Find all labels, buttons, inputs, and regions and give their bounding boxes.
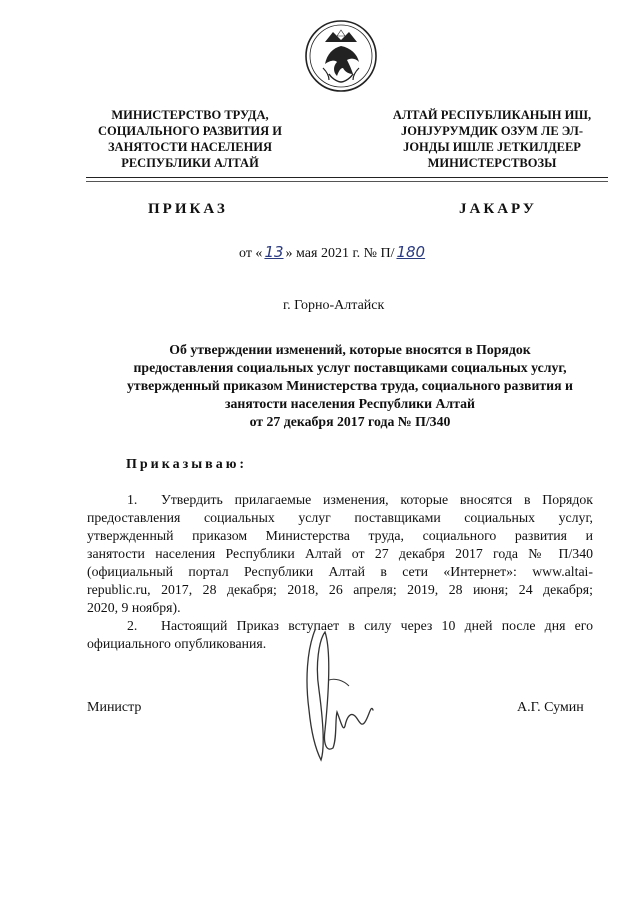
- header-right-line: МИНИСТЕРСТВОЗЫ: [427, 156, 557, 170]
- title-line: утвержденный приказом Министерства труда, социального развития и: [127, 378, 573, 393]
- handwritten-day: 13: [264, 243, 284, 261]
- republic-of-altai-emblem-icon: [303, 18, 379, 94]
- title-line: от 27 декабря 2017 года № П/340: [249, 414, 451, 429]
- signer-name: А.Г. Сумин: [517, 700, 584, 715]
- item-2-line: 2. Настоящий Приказ вступает в силу через 10 дней после дня его: [127, 618, 593, 633]
- decree-word: Приказываю:: [126, 457, 248, 472]
- header-left-line: РЕСПУБЛИКИ АЛТАЙ: [121, 156, 259, 170]
- item-1-line: утвержденный приказом Министерства труда, социального развития и: [87, 528, 593, 543]
- order-title: [95, 341, 605, 431]
- date-prefix: от «: [239, 246, 263, 261]
- header-left-line: МИНИСТЕРСТВО ТРУДА,: [111, 108, 269, 122]
- header-divider-thin: [86, 181, 608, 182]
- date-middle: » мая 2021 г. № П/: [285, 246, 395, 261]
- header-right-line: ЈОНЈУРУМДИК ОЗУМ ЛЕ ЭЛ-: [401, 124, 583, 138]
- signer-position: Министр: [87, 700, 142, 715]
- item-1-line: занятости населения Республики Алтай от 27 декабря 2017 года № П/340: [87, 546, 593, 561]
- item-number: 2.: [127, 618, 138, 633]
- order-date-line: [239, 243, 427, 262]
- header-left-line: ЗАНЯТОСТИ НАСЕЛЕНИЯ: [107, 140, 273, 154]
- order-label-russian: ПРИКАЗ: [148, 201, 228, 217]
- item-1-line: republic.ru, 2017, 28 декабря; 2018, 26 апреля; 2019, 28 июня; 24 декабря;: [87, 582, 593, 597]
- item-1-line: (официальный портал Республики Алтай в сети «Интернет»: www.altai-: [87, 564, 593, 579]
- header-left-line: СОЦИАЛЬНОГО РАЗВИТИЯ И: [97, 124, 283, 138]
- city: г. Горно-Алтайск: [283, 298, 385, 313]
- header-divider-thick: [86, 177, 608, 178]
- item-number: 1.: [127, 492, 138, 507]
- title-line: занятости населения Республики Алтай: [224, 396, 475, 411]
- handwritten-signature-icon: [285, 620, 385, 770]
- ministry-name-altai: [372, 107, 612, 171]
- item-2-line: официального опубликования.: [87, 636, 267, 651]
- header-right-line: АЛТАЙ РЕСПУБЛИКАНЫН ИШ,: [392, 108, 592, 122]
- title-line: предоставления социальных услуг поставщиками социальных услуг,: [133, 360, 567, 375]
- item-1-line: 2020, 9 ноября).: [87, 600, 181, 615]
- item-1-line: предоставления социальных услуг поставщиками социальных услуг,: [87, 510, 593, 525]
- title-line: Об утверждении изменений, которые вносятся в Порядок: [169, 342, 531, 357]
- header-right-line: ЈОНДЫ ИШЛЕ ЈЕТКИЛДЕЕР: [403, 140, 581, 154]
- item-1-line: 1. Утвердить прилагаемые изменения, которые вносятся в Порядок: [127, 492, 593, 507]
- handwritten-order-number: 180: [396, 243, 426, 261]
- ministry-name-russian: [75, 107, 305, 171]
- order-label-altai: ЈАКАРУ: [459, 201, 537, 217]
